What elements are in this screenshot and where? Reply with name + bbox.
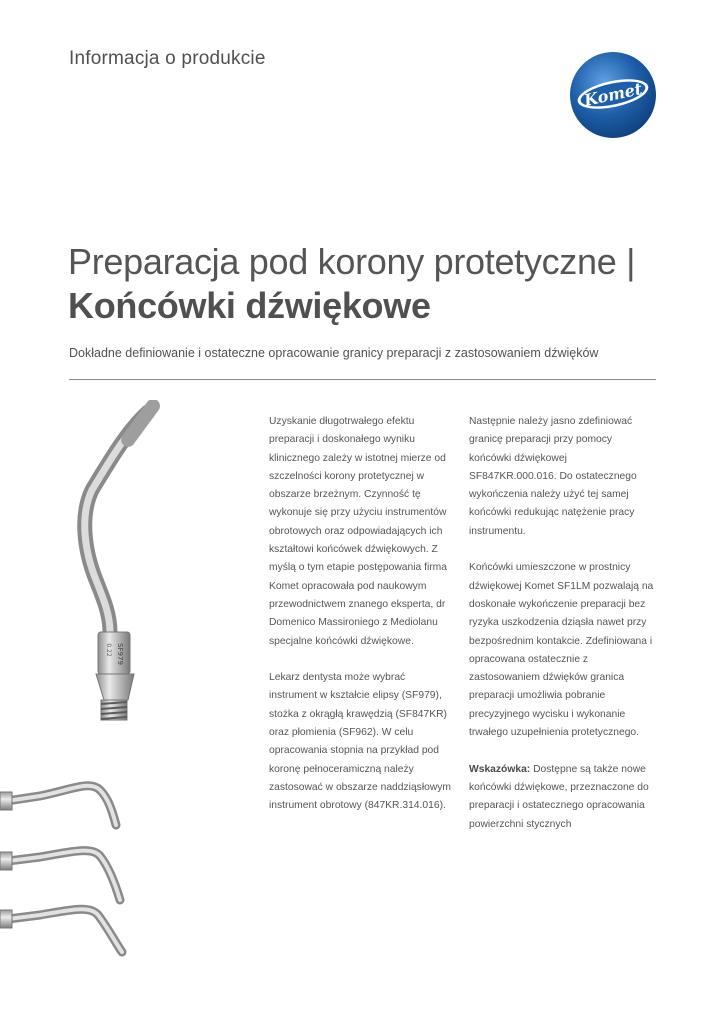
logo-text: Komet bbox=[582, 79, 644, 110]
paragraph: Uzyskanie długotrwałego efektu preparacji i doskonałego wyniku klinicznego zależy w istotnej mierze od szczelności korony protetycznej w obszarze brzeżnym. Czynność tę wykonuje się przy użyciu instrumentów obrotowych oraz odpowiadających ich kształtowi końcówek dźwiękowych. Z myślą o tym etapie postępowania firma Komet opracowała pod naukowym przewodnictwem znanego eksperta, dr Domenico Massironiego z Mediolanu specjalne końcówki dźwiękowe. bbox=[269, 416, 447, 647]
paragraph: Następnie należy jasno zdefiniować granicę preparacji przy pomocy końcówki dźwiękowej SF847KR.000.016. Do ostatecznego wykończenia należy użyć tej samej końcówki redukując natężenie pracy instrumentu. bbox=[469, 416, 637, 537]
paragraph: Lekarz dentysta może wybrać instrument w kształcie elipsy (SF979), stożka z okrągłą krawędzią (SF847KR) oraz płomienia (SF962). W celu opracowania stopnia na przykład pod koronę pełnoceramiczną należy zastosować w obszarze naddziąsłowym instrument obrotowy (847KR.314.016). bbox=[269, 672, 451, 812]
title-line-2: Końcówki dźwiękowe bbox=[68, 285, 431, 326]
small-tip-2 bbox=[0, 851, 120, 900]
note-paragraph bbox=[469, 761, 654, 834]
note-label: Wskazówka: bbox=[469, 763, 531, 775]
text-column-2 bbox=[469, 413, 654, 852]
sonic-tips-illustration bbox=[0, 400, 260, 960]
divider bbox=[69, 379, 656, 380]
paragraph: Końcówki umieszczone w prostnicy dźwiękowej Komet SF1LM pozwalają na doskonałe wykończenie preparacji bez ryzyka uszkodzenia dziąsła nawet przy bezpośrednim kontakcie. Zdefiniowana i opracowana ostatecznie z zastosowaniem dźwięków granica preparacji umożliwia pobranie precyzyjnego wycisku i wykonanie trwałego uzupełnienia protetycznego. bbox=[469, 562, 654, 739]
title-line-1: Preparacja pod korony protetyczne | bbox=[68, 241, 636, 282]
tip-engraving-2: 0.22 bbox=[105, 643, 112, 657]
small-tip-1 bbox=[0, 786, 116, 825]
tip-engraving-1: SF979 bbox=[116, 643, 124, 665]
komet-logo bbox=[568, 50, 658, 140]
subtitle: Dokładne definiowanie i ostateczne opracowanie granicy preparacji z zastosowaniem dźwięków bbox=[69, 346, 599, 360]
page-title bbox=[68, 240, 708, 328]
text-column-1 bbox=[269, 413, 454, 834]
note-text: Dostępne są także nowe końcówki dźwiękowe, przeznaczone do preparacji i ostatecznego opracowania powierzchni stycznych bbox=[469, 763, 649, 830]
small-tip-3 bbox=[0, 909, 122, 952]
header-label: Informacja o produkcie bbox=[69, 48, 266, 69]
